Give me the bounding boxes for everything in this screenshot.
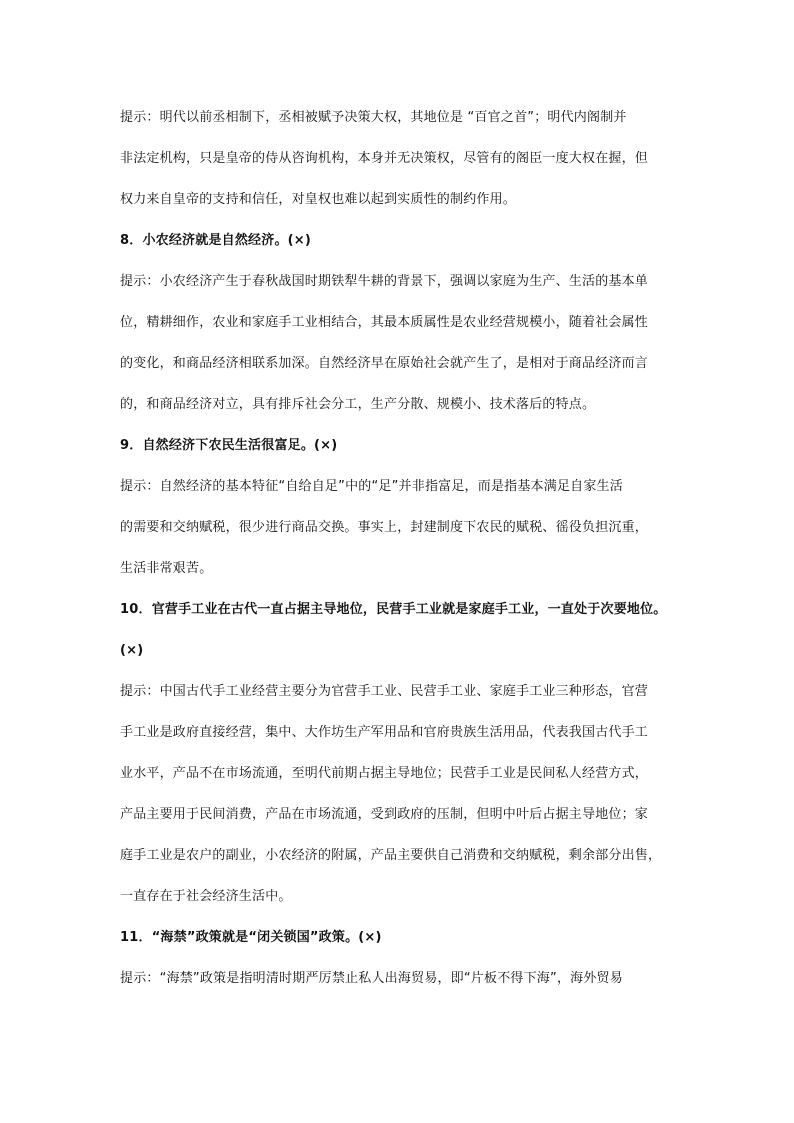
paragraph-line: 位，精耕细作，农业和家庭手工业相结合，其最本质属性是农业经营规模小，随着社会属性 (120, 315, 649, 330)
question-heading: 9．自然经济下农民生活很富足。(×) (120, 438, 338, 453)
question-heading: 8．小农经济就是自然经济。(×) (120, 233, 312, 248)
question-heading: 11．“海禁”政策就是“闭关锁国”政策。(×) (120, 930, 382, 945)
paragraph-line: 的变化，和商品经济相联系加深。自然经济早在原始社会就产生了，是相对于商品经济而言 (120, 356, 649, 371)
question-heading-continued: (×) (120, 643, 144, 658)
paragraph-line: 提示：自然经济的基本特征“自给自足”中的“足”并非指富足，而是指基本满足自家生活 (120, 479, 623, 494)
paragraph-line: 手工业是政府直接经营，集中、大作坊生产军用品和官府贵族生活用品，代表我国古代手工 (120, 725, 649, 740)
paragraph-line: 生活非常艰苦。 (120, 561, 213, 576)
paragraph-line: 一直存在于社会经济生活中。 (120, 889, 292, 904)
paragraph-line: 的需要和交纳赋税，很少进行商品交换。事实上，封建制度下农民的赋税、徭役负担沉重， (120, 520, 649, 535)
paragraph-line: 提示：中国古代手工业经营主要分为官营手工业、民营手工业、家庭手工业三种形态，官营 (120, 684, 649, 699)
paragraph-line: 产品主要用于民间消费，产品在市场流通，受到政府的压制，但明中叶后占据主导地位；家 (120, 807, 649, 822)
paragraph-line: 提示：小农经济产生于春秋战国时期铁犁牛耕的背景下，强调以家庭为生产、生活的基本单 (120, 274, 649, 289)
paragraph-line: 业水平，产品不在市场流通，至明代前期占据主导地位；民营手工业是民间私人经营方式， (120, 766, 649, 781)
paragraph-line: 权力来自皇帝的支持和信任，对皇权也难以起到实质性的制约作用。 (120, 192, 517, 207)
question-heading: 10．官营手工业在古代一直占据主导地位，民营手工业就是家庭手工业，一直处于次要地位。 (120, 602, 667, 617)
paragraph-line: 提示：“海禁”政策是指明清时期严厉禁止私人出海贸易，即“片板不得下海”，海外贸易 (120, 971, 623, 986)
paragraph-line: 的，和商品经济对立，具有排斥社会分工，生产分散、规模小、技术落后的特点。 (120, 397, 596, 412)
paragraph-line: 庭手工业是农户的副业，小农经济的附属，产品主要供自己消费和交纳赋税，剩余部分出售， (120, 848, 662, 863)
paragraph-line: 非法定机构，只是皇帝的侍从咨询机构，本身并无决策权，尽管有的阁臣一度大权在握，但 (120, 151, 649, 166)
paragraph-line: 提示：明代以前丞相制下，丞相被赋予决策大权，其地位是 “百官之首”；明代内阁制并 (120, 110, 627, 125)
